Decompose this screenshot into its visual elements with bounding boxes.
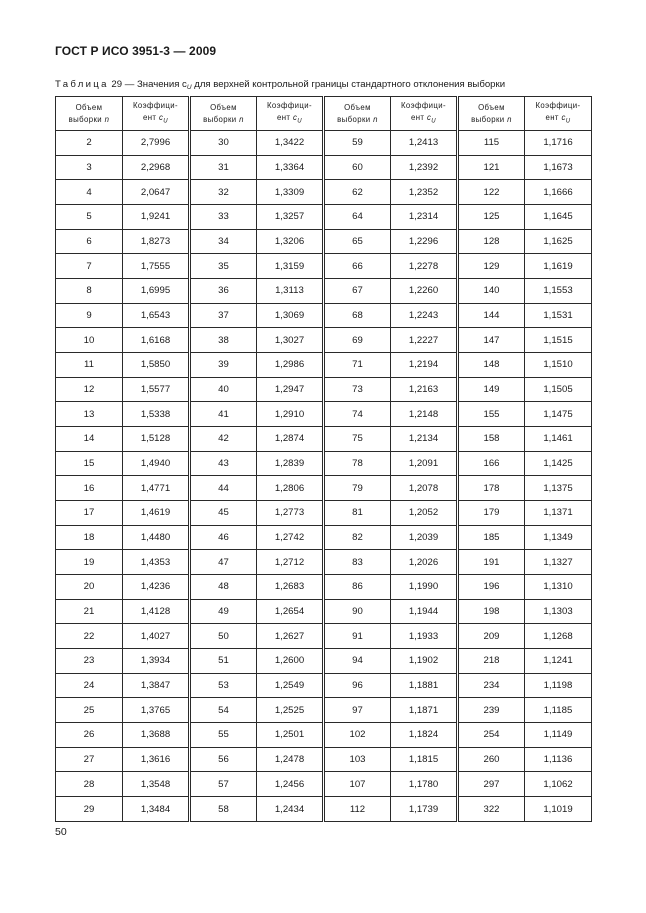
header-line1: Объем bbox=[344, 102, 371, 112]
cell-sample-size: 38 bbox=[190, 328, 257, 353]
cell-sample-size: 44 bbox=[190, 476, 257, 501]
caption-subscript: U bbox=[186, 84, 192, 91]
header-line2: выборки bbox=[337, 114, 374, 124]
cell-coefficient: 1,2456 bbox=[257, 772, 324, 797]
cell-coefficient: 2,7996 bbox=[123, 131, 190, 156]
cell-coefficient: 1,2091 bbox=[391, 451, 458, 476]
cell-sample-size: 74 bbox=[324, 402, 391, 427]
cell-coefficient: 1,1136 bbox=[525, 747, 592, 772]
coefficient-table bbox=[55, 96, 592, 822]
header-symbol: c bbox=[561, 112, 566, 122]
caption-text-before: 29 — Значения c bbox=[111, 79, 187, 90]
cell-coefficient: 1,3422 bbox=[257, 131, 324, 156]
cell-coefficient: 1,2806 bbox=[257, 476, 324, 501]
cell-coefficient: 1,5577 bbox=[123, 377, 190, 402]
cell-sample-size: 69 bbox=[324, 328, 391, 353]
cell-sample-size: 148 bbox=[458, 353, 525, 378]
header-coefficient bbox=[257, 97, 324, 131]
cell-sample-size: 45 bbox=[190, 501, 257, 526]
header-line2: ент bbox=[545, 112, 562, 122]
cell-coefficient: 1,2501 bbox=[257, 723, 324, 748]
table-row bbox=[56, 353, 592, 378]
cell-sample-size: 53 bbox=[190, 673, 257, 698]
cell-coefficient: 1,2839 bbox=[257, 451, 324, 476]
cell-coefficient: 1,4480 bbox=[123, 525, 190, 550]
cell-sample-size: 6 bbox=[56, 229, 123, 254]
cell-sample-size: 59 bbox=[324, 131, 391, 156]
table-row bbox=[56, 747, 592, 772]
cell-sample-size: 46 bbox=[190, 525, 257, 550]
cell-sample-size: 43 bbox=[190, 451, 257, 476]
cell-sample-size: 13 bbox=[56, 402, 123, 427]
cell-sample-size: 2 bbox=[56, 131, 123, 156]
cell-coefficient: 1,4027 bbox=[123, 624, 190, 649]
cell-sample-size: 14 bbox=[56, 427, 123, 452]
cell-sample-size: 19 bbox=[56, 550, 123, 575]
cell-sample-size: 91 bbox=[324, 624, 391, 649]
cell-coefficient: 1,3616 bbox=[123, 747, 190, 772]
cell-sample-size: 23 bbox=[56, 649, 123, 674]
header-symbol: c bbox=[158, 112, 164, 122]
header-line1: Объем bbox=[210, 102, 237, 112]
cell-coefficient: 1,5338 bbox=[123, 402, 190, 427]
cell-sample-size: 115 bbox=[458, 131, 525, 156]
table-row bbox=[56, 427, 592, 452]
header-sample-size bbox=[324, 97, 391, 131]
header-symbol: n bbox=[104, 114, 110, 124]
cell-sample-size: 41 bbox=[190, 402, 257, 427]
header-symbol: c bbox=[292, 112, 298, 122]
cell-sample-size: 185 bbox=[458, 525, 525, 550]
cell-coefficient: 1,1062 bbox=[525, 772, 592, 797]
cell-coefficient: 1,2026 bbox=[391, 550, 458, 575]
cell-coefficient: 1,1303 bbox=[525, 599, 592, 624]
header-line1: Объем bbox=[478, 102, 505, 112]
cell-sample-size: 34 bbox=[190, 229, 257, 254]
cell-coefficient: 1,5850 bbox=[123, 353, 190, 378]
table-row bbox=[56, 575, 592, 600]
table-row bbox=[56, 501, 592, 526]
cell-coefficient: 1,1425 bbox=[525, 451, 592, 476]
cell-coefficient: 1,1645 bbox=[525, 205, 592, 230]
table-row bbox=[56, 205, 592, 230]
cell-sample-size: 22 bbox=[56, 624, 123, 649]
cell-sample-size: 57 bbox=[190, 772, 257, 797]
cell-sample-size: 40 bbox=[190, 377, 257, 402]
cell-coefficient: 1,1944 bbox=[391, 599, 458, 624]
cell-sample-size: 122 bbox=[458, 180, 525, 205]
cell-coefficient: 1,2947 bbox=[257, 377, 324, 402]
header-subscript: U bbox=[297, 118, 303, 125]
cell-sample-size: 29 bbox=[56, 797, 123, 822]
cell-coefficient: 1,8273 bbox=[123, 229, 190, 254]
cell-sample-size: 234 bbox=[458, 673, 525, 698]
cell-sample-size: 179 bbox=[458, 501, 525, 526]
cell-coefficient: 1,2627 bbox=[257, 624, 324, 649]
cell-sample-size: 31 bbox=[190, 155, 257, 180]
cell-sample-size: 10 bbox=[56, 328, 123, 353]
cell-sample-size: 20 bbox=[56, 575, 123, 600]
cell-sample-size: 55 bbox=[190, 723, 257, 748]
cell-sample-size: 96 bbox=[324, 673, 391, 698]
cell-sample-size: 81 bbox=[324, 501, 391, 526]
cell-sample-size: 25 bbox=[56, 698, 123, 723]
cell-coefficient: 1,2227 bbox=[391, 328, 458, 353]
cell-coefficient: 1,2039 bbox=[391, 525, 458, 550]
cell-coefficient: 1,6168 bbox=[123, 328, 190, 353]
cell-sample-size: 4 bbox=[56, 180, 123, 205]
cell-sample-size: 18 bbox=[56, 525, 123, 550]
cell-sample-size: 37 bbox=[190, 303, 257, 328]
cell-coefficient: 1,3027 bbox=[257, 328, 324, 353]
cell-coefficient: 1,2413 bbox=[391, 131, 458, 156]
cell-sample-size: 17 bbox=[56, 501, 123, 526]
header-line1: Коэффици- bbox=[132, 100, 179, 110]
cell-coefficient: 1,4128 bbox=[123, 599, 190, 624]
cell-sample-size: 50 bbox=[190, 624, 257, 649]
table-row bbox=[56, 550, 592, 575]
cell-sample-size: 155 bbox=[458, 402, 525, 427]
cell-sample-size: 68 bbox=[324, 303, 391, 328]
cell-sample-size: 218 bbox=[458, 649, 525, 674]
cell-sample-size: 254 bbox=[458, 723, 525, 748]
header-line2: ент bbox=[276, 112, 293, 122]
cell-coefficient: 1,1461 bbox=[525, 427, 592, 452]
cell-sample-size: 3 bbox=[56, 155, 123, 180]
cell-sample-size: 125 bbox=[458, 205, 525, 230]
cell-coefficient: 1,2773 bbox=[257, 501, 324, 526]
table-row bbox=[56, 649, 592, 674]
cell-sample-size: 60 bbox=[324, 155, 391, 180]
header-line1: Объем bbox=[75, 102, 103, 112]
cell-coefficient: 1,3847 bbox=[123, 673, 190, 698]
cell-coefficient: 1,2243 bbox=[391, 303, 458, 328]
standard-title: ГОСТ Р ИСО 3951-3 — 2009 bbox=[55, 44, 217, 58]
cell-coefficient: 1,2278 bbox=[391, 254, 458, 279]
cell-sample-size: 71 bbox=[324, 353, 391, 378]
cell-sample-size: 102 bbox=[324, 723, 391, 748]
table-row bbox=[56, 328, 592, 353]
cell-coefficient: 1,1371 bbox=[525, 501, 592, 526]
cell-coefficient: 1,1881 bbox=[391, 673, 458, 698]
cell-coefficient: 1,2600 bbox=[257, 649, 324, 674]
header-symbol: n bbox=[373, 114, 378, 124]
cell-sample-size: 82 bbox=[324, 525, 391, 550]
cell-sample-size: 64 bbox=[324, 205, 391, 230]
table-row bbox=[56, 624, 592, 649]
cell-coefficient: 1,3069 bbox=[257, 303, 324, 328]
cell-sample-size: 39 bbox=[190, 353, 257, 378]
cell-coefficient: 1,4940 bbox=[123, 451, 190, 476]
cell-sample-size: 196 bbox=[458, 575, 525, 600]
header-line1: Коэффици- bbox=[535, 100, 581, 110]
header-line2: выборки bbox=[68, 114, 105, 124]
cell-sample-size: 5 bbox=[56, 205, 123, 230]
cell-sample-size: 48 bbox=[190, 575, 257, 600]
cell-sample-size: 103 bbox=[324, 747, 391, 772]
table-row bbox=[56, 131, 592, 156]
cell-coefficient: 1,3765 bbox=[123, 698, 190, 723]
cell-sample-size: 112 bbox=[324, 797, 391, 822]
cell-coefficient: 1,1375 bbox=[525, 476, 592, 501]
cell-coefficient: 1,2654 bbox=[257, 599, 324, 624]
header-line2: выборки bbox=[203, 114, 240, 124]
cell-coefficient: 1,1553 bbox=[525, 279, 592, 304]
header-coefficient bbox=[391, 97, 458, 131]
cell-sample-size: 42 bbox=[190, 427, 257, 452]
cell-coefficient: 1,2986 bbox=[257, 353, 324, 378]
cell-sample-size: 94 bbox=[324, 649, 391, 674]
cell-sample-size: 198 bbox=[458, 599, 525, 624]
header-symbol: n bbox=[507, 114, 512, 124]
table-row bbox=[56, 155, 592, 180]
cell-coefficient: 1,1241 bbox=[525, 649, 592, 674]
cell-sample-size: 58 bbox=[190, 797, 257, 822]
cell-sample-size: 16 bbox=[56, 476, 123, 501]
table-row bbox=[56, 698, 592, 723]
header-line2: выборки bbox=[471, 114, 508, 124]
table-row bbox=[56, 797, 592, 822]
cell-coefficient: 1,2314 bbox=[391, 205, 458, 230]
cell-coefficient: 1,1716 bbox=[525, 131, 592, 156]
cell-coefficient: 1,1902 bbox=[391, 649, 458, 674]
cell-sample-size: 66 bbox=[324, 254, 391, 279]
cell-sample-size: 62 bbox=[324, 180, 391, 205]
cell-coefficient: 1,3206 bbox=[257, 229, 324, 254]
cell-sample-size: 56 bbox=[190, 747, 257, 772]
cell-coefficient: 1,2052 bbox=[391, 501, 458, 526]
cell-sample-size: 26 bbox=[56, 723, 123, 748]
cell-sample-size: 107 bbox=[324, 772, 391, 797]
header-line1: Коэффици- bbox=[266, 100, 313, 110]
cell-sample-size: 28 bbox=[56, 772, 123, 797]
cell-sample-size: 121 bbox=[458, 155, 525, 180]
page-number: 50 bbox=[55, 826, 67, 838]
cell-sample-size: 140 bbox=[458, 279, 525, 304]
cell-sample-size: 47 bbox=[190, 550, 257, 575]
cell-coefficient: 1,1673 bbox=[525, 155, 592, 180]
cell-coefficient: 1,3113 bbox=[257, 279, 324, 304]
header-subscript: U bbox=[431, 118, 437, 125]
cell-sample-size: 36 bbox=[190, 279, 257, 304]
cell-coefficient: 1,1515 bbox=[525, 328, 592, 353]
cell-coefficient: 1,2392 bbox=[391, 155, 458, 180]
cell-coefficient: 1,5128 bbox=[123, 427, 190, 452]
cell-sample-size: 54 bbox=[190, 698, 257, 723]
cell-coefficient: 1,4771 bbox=[123, 476, 190, 501]
header-subscript: U bbox=[565, 118, 571, 125]
cell-coefficient: 1,1666 bbox=[525, 180, 592, 205]
cell-coefficient: 2,0647 bbox=[123, 180, 190, 205]
header-coefficient bbox=[123, 97, 190, 131]
header-sample-size bbox=[190, 97, 257, 131]
table-row bbox=[56, 402, 592, 427]
cell-coefficient: 1,2078 bbox=[391, 476, 458, 501]
cell-coefficient: 1,1327 bbox=[525, 550, 592, 575]
table-row bbox=[56, 599, 592, 624]
cell-coefficient: 1,3159 bbox=[257, 254, 324, 279]
cell-sample-size: 86 bbox=[324, 575, 391, 600]
cell-coefficient: 1,2434 bbox=[257, 797, 324, 822]
cell-coefficient: 1,1824 bbox=[391, 723, 458, 748]
table-row bbox=[56, 525, 592, 550]
table-row bbox=[56, 303, 592, 328]
cell-coefficient: 1,7555 bbox=[123, 254, 190, 279]
cell-sample-size: 51 bbox=[190, 649, 257, 674]
cell-sample-size: 15 bbox=[56, 451, 123, 476]
cell-coefficient: 1,2874 bbox=[257, 427, 324, 452]
cell-coefficient: 1,3484 bbox=[123, 797, 190, 822]
cell-coefficient: 1,3257 bbox=[257, 205, 324, 230]
cell-coefficient: 1,1815 bbox=[391, 747, 458, 772]
table-row bbox=[56, 254, 592, 279]
cell-sample-size: 260 bbox=[458, 747, 525, 772]
cell-sample-size: 83 bbox=[324, 550, 391, 575]
table-row bbox=[56, 279, 592, 304]
cell-coefficient: 1,1510 bbox=[525, 353, 592, 378]
cell-coefficient: 1,2478 bbox=[257, 747, 324, 772]
cell-sample-size: 128 bbox=[458, 229, 525, 254]
header-line2: ент bbox=[142, 112, 159, 122]
cell-coefficient: 1,9241 bbox=[123, 205, 190, 230]
cell-sample-size: 8 bbox=[56, 279, 123, 304]
cell-sample-size: 73 bbox=[324, 377, 391, 402]
cell-coefficient: 1,2549 bbox=[257, 673, 324, 698]
cell-sample-size: 33 bbox=[190, 205, 257, 230]
cell-coefficient: 1,2352 bbox=[391, 180, 458, 205]
cell-sample-size: 191 bbox=[458, 550, 525, 575]
cell-coefficient: 1,6543 bbox=[123, 303, 190, 328]
cell-coefficient: 1,1310 bbox=[525, 575, 592, 600]
cell-coefficient: 1,6995 bbox=[123, 279, 190, 304]
cell-sample-size: 322 bbox=[458, 797, 525, 822]
cell-coefficient: 1,3548 bbox=[123, 772, 190, 797]
cell-sample-size: 166 bbox=[458, 451, 525, 476]
cell-coefficient: 1,4619 bbox=[123, 501, 190, 526]
caption-lead: Таблица bbox=[55, 79, 109, 90]
cell-sample-size: 147 bbox=[458, 328, 525, 353]
cell-sample-size: 209 bbox=[458, 624, 525, 649]
cell-coefficient: 1,1619 bbox=[525, 254, 592, 279]
cell-sample-size: 7 bbox=[56, 254, 123, 279]
table-row bbox=[56, 772, 592, 797]
cell-coefficient: 1,3688 bbox=[123, 723, 190, 748]
table-row bbox=[56, 476, 592, 501]
table-row bbox=[56, 673, 592, 698]
cell-sample-size: 27 bbox=[56, 747, 123, 772]
table-caption bbox=[55, 79, 505, 91]
cell-coefficient: 1,1149 bbox=[525, 723, 592, 748]
header-line2: ент bbox=[410, 112, 427, 122]
cell-sample-size: 11 bbox=[56, 353, 123, 378]
cell-coefficient: 1,1475 bbox=[525, 402, 592, 427]
cell-coefficient: 1,3309 bbox=[257, 180, 324, 205]
table-row bbox=[56, 180, 592, 205]
cell-coefficient: 1,2134 bbox=[391, 427, 458, 452]
cell-coefficient: 1,1625 bbox=[525, 229, 592, 254]
cell-coefficient: 1,1531 bbox=[525, 303, 592, 328]
header-symbol: c bbox=[426, 112, 432, 122]
cell-coefficient: 1,2742 bbox=[257, 525, 324, 550]
cell-coefficient: 1,1185 bbox=[525, 698, 592, 723]
cell-sample-size: 49 bbox=[190, 599, 257, 624]
cell-coefficient: 1,1505 bbox=[525, 377, 592, 402]
cell-coefficient: 1,1780 bbox=[391, 772, 458, 797]
cell-sample-size: 97 bbox=[324, 698, 391, 723]
header-coefficient bbox=[525, 97, 592, 131]
cell-coefficient: 1,3934 bbox=[123, 649, 190, 674]
cell-sample-size: 65 bbox=[324, 229, 391, 254]
cell-coefficient: 1,1933 bbox=[391, 624, 458, 649]
table-row bbox=[56, 723, 592, 748]
caption-text-after: для верхней контрольной границы стандартного отклонения выборки bbox=[194, 79, 506, 90]
cell-sample-size: 24 bbox=[56, 673, 123, 698]
cell-coefficient: 1,1871 bbox=[391, 698, 458, 723]
cell-sample-size: 90 bbox=[324, 599, 391, 624]
cell-coefficient: 1,1990 bbox=[391, 575, 458, 600]
cell-sample-size: 67 bbox=[324, 279, 391, 304]
cell-coefficient: 1,2296 bbox=[391, 229, 458, 254]
cell-sample-size: 12 bbox=[56, 377, 123, 402]
table-row bbox=[56, 229, 592, 254]
cell-coefficient: 1,2148 bbox=[391, 402, 458, 427]
cell-coefficient: 1,2910 bbox=[257, 402, 324, 427]
table-row bbox=[56, 451, 592, 476]
cell-coefficient: 1,2260 bbox=[391, 279, 458, 304]
cell-coefficient: 1,1739 bbox=[391, 797, 458, 822]
cell-sample-size: 239 bbox=[458, 698, 525, 723]
cell-sample-size: 297 bbox=[458, 772, 525, 797]
header-subscript: U bbox=[163, 118, 169, 125]
cell-coefficient: 1,2712 bbox=[257, 550, 324, 575]
cell-coefficient: 1,2683 bbox=[257, 575, 324, 600]
header-sample-size bbox=[56, 97, 123, 131]
header-line1: Коэффици- bbox=[400, 100, 447, 110]
table-row bbox=[56, 377, 592, 402]
header-symbol: n bbox=[239, 114, 244, 124]
cell-coefficient: 1,1019 bbox=[525, 797, 592, 822]
cell-coefficient: 1,1198 bbox=[525, 673, 592, 698]
cell-coefficient: 1,2525 bbox=[257, 698, 324, 723]
cell-sample-size: 21 bbox=[56, 599, 123, 624]
cell-coefficient: 1,2163 bbox=[391, 377, 458, 402]
cell-sample-size: 32 bbox=[190, 180, 257, 205]
cell-coefficient: 1,1349 bbox=[525, 525, 592, 550]
cell-coefficient: 1,3364 bbox=[257, 155, 324, 180]
cell-sample-size: 9 bbox=[56, 303, 123, 328]
table-header-row bbox=[56, 97, 592, 131]
cell-coefficient: 1,4353 bbox=[123, 550, 190, 575]
cell-coefficient: 1,1268 bbox=[525, 624, 592, 649]
cell-sample-size: 144 bbox=[458, 303, 525, 328]
cell-sample-size: 149 bbox=[458, 377, 525, 402]
cell-sample-size: 35 bbox=[190, 254, 257, 279]
cell-sample-size: 79 bbox=[324, 476, 391, 501]
cell-coefficient: 1,4236 bbox=[123, 575, 190, 600]
header-sample-size bbox=[458, 97, 525, 131]
cell-coefficient: 2,2968 bbox=[123, 155, 190, 180]
cell-sample-size: 178 bbox=[458, 476, 525, 501]
cell-sample-size: 75 bbox=[324, 427, 391, 452]
cell-sample-size: 30 bbox=[190, 131, 257, 156]
table-body bbox=[56, 131, 592, 822]
cell-sample-size: 158 bbox=[458, 427, 525, 452]
cell-coefficient: 1,2194 bbox=[391, 353, 458, 378]
cell-sample-size: 78 bbox=[324, 451, 391, 476]
cell-sample-size: 129 bbox=[458, 254, 525, 279]
